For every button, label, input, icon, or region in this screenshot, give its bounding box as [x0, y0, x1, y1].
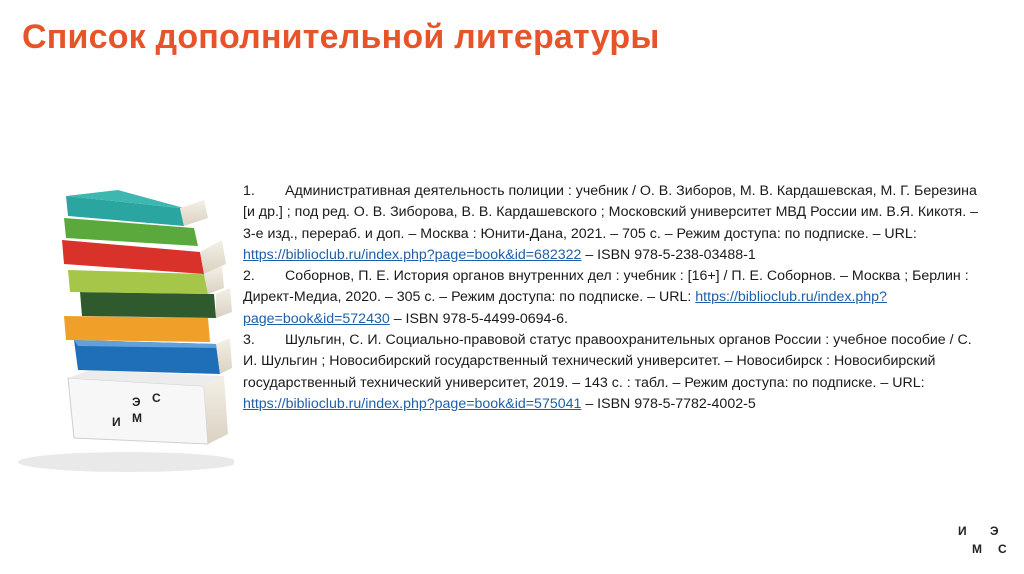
reference-number: 1.: [243, 183, 255, 199]
reference-suffix: – ISBN 978-5-7782-4002-5: [581, 395, 756, 412]
spine-letter: И: [112, 415, 121, 429]
reference-link[interactable]: https://biblioclub.ru/index.php?page=book&id=682322: [243, 246, 582, 263]
logo: [958, 524, 1010, 564]
reference-suffix: – ISBN 978-5-4499-0694-6.: [389, 310, 568, 327]
reference-item: [243, 181, 983, 266]
reference-item: [243, 266, 983, 330]
spine-letter: С: [152, 391, 161, 405]
reference-item: [243, 330, 983, 415]
logo-letter: С: [998, 542, 1007, 556]
page-title: Список дополнительной литературы: [22, 18, 660, 56]
reference-link[interactable]: https://biblioclub.ru/index.php?page=book&id=575041: [243, 395, 582, 412]
reference-suffix: – ISBN 978-5-238-03488-1: [581, 246, 756, 263]
reference-list: [243, 181, 983, 415]
reference-number: 2.: [243, 268, 255, 285]
spine-letter: Э: [132, 395, 141, 409]
reference-text: Административная деятельность полиции : учебник / О. В. Зиборов, М. В. Кардашевская, М. Г. Березина [и др.] ; под ред. О. В. Зиборова, В. В. Кардашевского ; Московский университет МВД России им. В.Я. Кикотя. – 3-е изд., перераб. и доп. – Москва : Юнити-Дана, 2021. – 705 с. – Режим доступа: по подписке. – URL:: [243, 183, 978, 242]
reference-text: Шульгин, С. И. Социально-правовой статус правоохранительных органов России : учебное пособие / С. И. Шульгин ; Новосибирский государственный технический университет. – Новосибирск : Новосибирский государственный технический университет, 2019. – 143 с. : табл. – Режим доступа: по подписке. – URL:: [243, 332, 972, 391]
reference-link[interactable]: https://biblioclub.ru/index.php?page=book&id=572430: [243, 289, 887, 327]
reference-text: Соборнов, П. Е. История органов внутренних дел : учебник : [16+] / П. Е. Соборнов. – Москва ; Берлин : Директ-Медиа, 2020. – 305 с. – Режим доступа: по подписке. – URL:: [243, 268, 969, 306]
reference-number: 3.: [243, 332, 255, 349]
logo-letter: М: [972, 542, 982, 556]
books-stack-illustration: [8, 190, 234, 476]
spine-letter: М: [132, 411, 142, 425]
logo-letter: Э: [990, 524, 999, 538]
logo-letter: И: [958, 524, 967, 538]
